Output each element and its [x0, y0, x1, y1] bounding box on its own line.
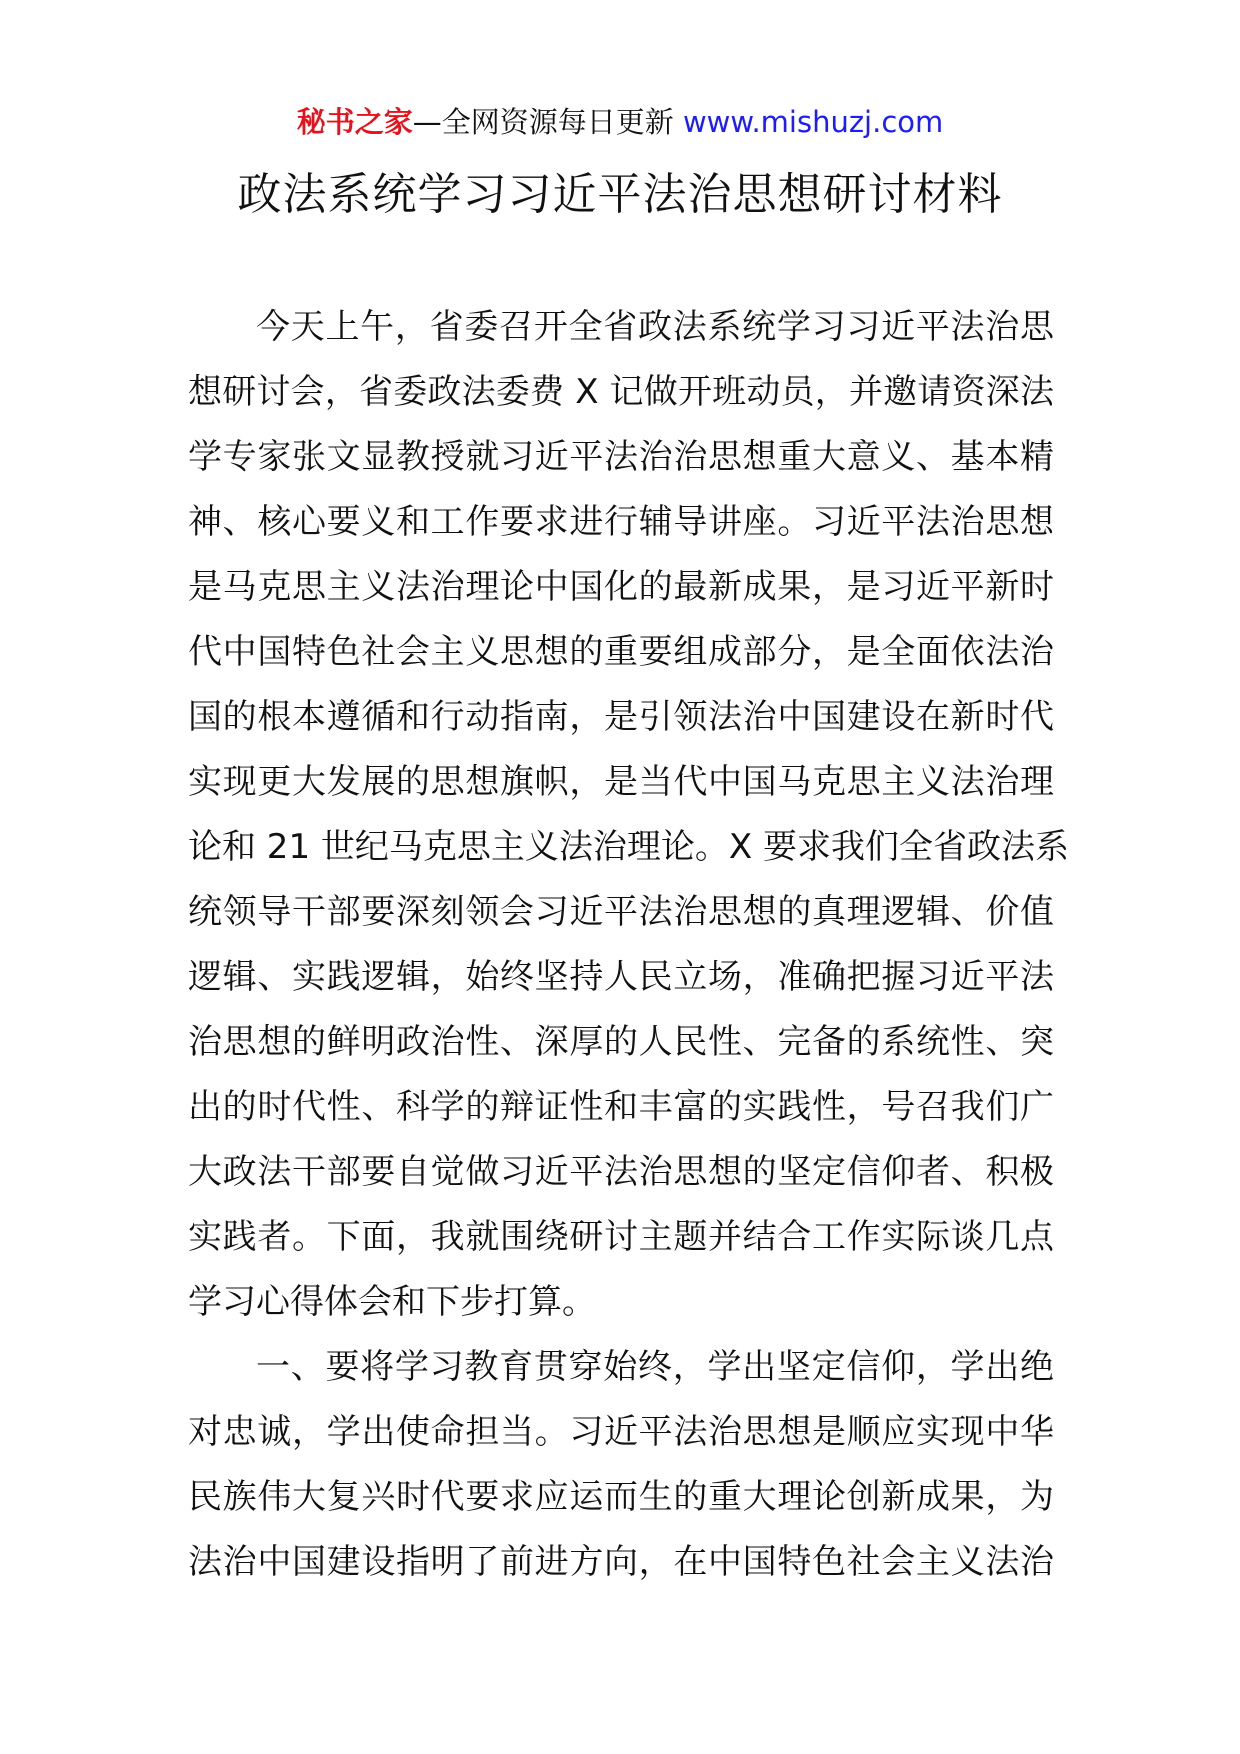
text-line: 实践者。下面，我就围绕研讨主题并结合工作实际谈几点: [188, 1217, 1054, 1257]
text-line: 民族伟大复兴时代要求应运而生的重大理论创新成果，为: [188, 1477, 1054, 1517]
text-line: 是马克思主义法治理论中国化的最新成果，是习近平新时: [188, 567, 1054, 607]
text-line: 神、核心要义和工作要求进行辅导讲座。习近平法治思想: [188, 502, 1054, 542]
text-line: 大政法干部要自觉做习近平法治思想的坚定信仰者、积极: [188, 1152, 1054, 1192]
site-url-link[interactable]: www.mishuzj.com: [682, 105, 944, 139]
text-line: 实现更大发展的思想旗帜，是当代中国马克思主义法治理: [188, 762, 1054, 802]
document-title: 政法系统学习习近平法治思想研讨材料: [237, 169, 1003, 220]
text-line: 一、要将学习教育贯穿始终，学出坚定信仰，学出绝: [256, 1347, 1054, 1387]
text-line: 国的根本遵循和行动指南，是引领法治中国建设在新时代: [188, 697, 1054, 737]
text-line: 论和 21 世纪马克思主义法治理论。X 要求我们全省政法系: [188, 827, 1069, 867]
site-tagline: —全网资源每日更新: [412, 105, 674, 139]
document-body: [188, 295, 1069, 1595]
text-line: 学专家张文显教授就习近平法治治思想重大意义、基本精: [188, 437, 1054, 477]
site-header: [0, 102, 1240, 142]
text-line: 逻辑、实践逻辑，始终坚持人民立场，准确把握习近平法: [188, 957, 1054, 997]
brand-name: 秘书之家: [296, 105, 413, 139]
text-line: 代中国特色社会主义思想的重要组成部分，是全面依法治: [188, 632, 1054, 672]
text-line: 统领导干部要深刻领会习近平法治思想的真理逻辑、价值: [188, 892, 1054, 932]
text-line: 学习心得体会和下步打算。: [188, 1282, 596, 1322]
text-line: 对忠诚，学出使命担当。习近平法治思想是顺应实现中华: [188, 1412, 1054, 1452]
text-line: 治思想的鲜明政治性、深厚的人民性、完备的系统性、突: [188, 1022, 1054, 1062]
text-line: 出的时代性、科学的辩证性和丰富的实践性，号召我们广: [188, 1087, 1054, 1127]
text-line: 想研讨会，省委政法委费 X 记做开班动员，并邀请资深法: [188, 372, 1054, 412]
text-line: 法治中国建设指明了前进方向，在中国特色社会主义法治: [188, 1542, 1054, 1582]
paragraph-2: [188, 1335, 1054, 1595]
text-line: 今天上午，省委召开全省政法系统学习习近平法治思: [256, 307, 1054, 347]
paragraph-1: [188, 295, 1069, 1335]
